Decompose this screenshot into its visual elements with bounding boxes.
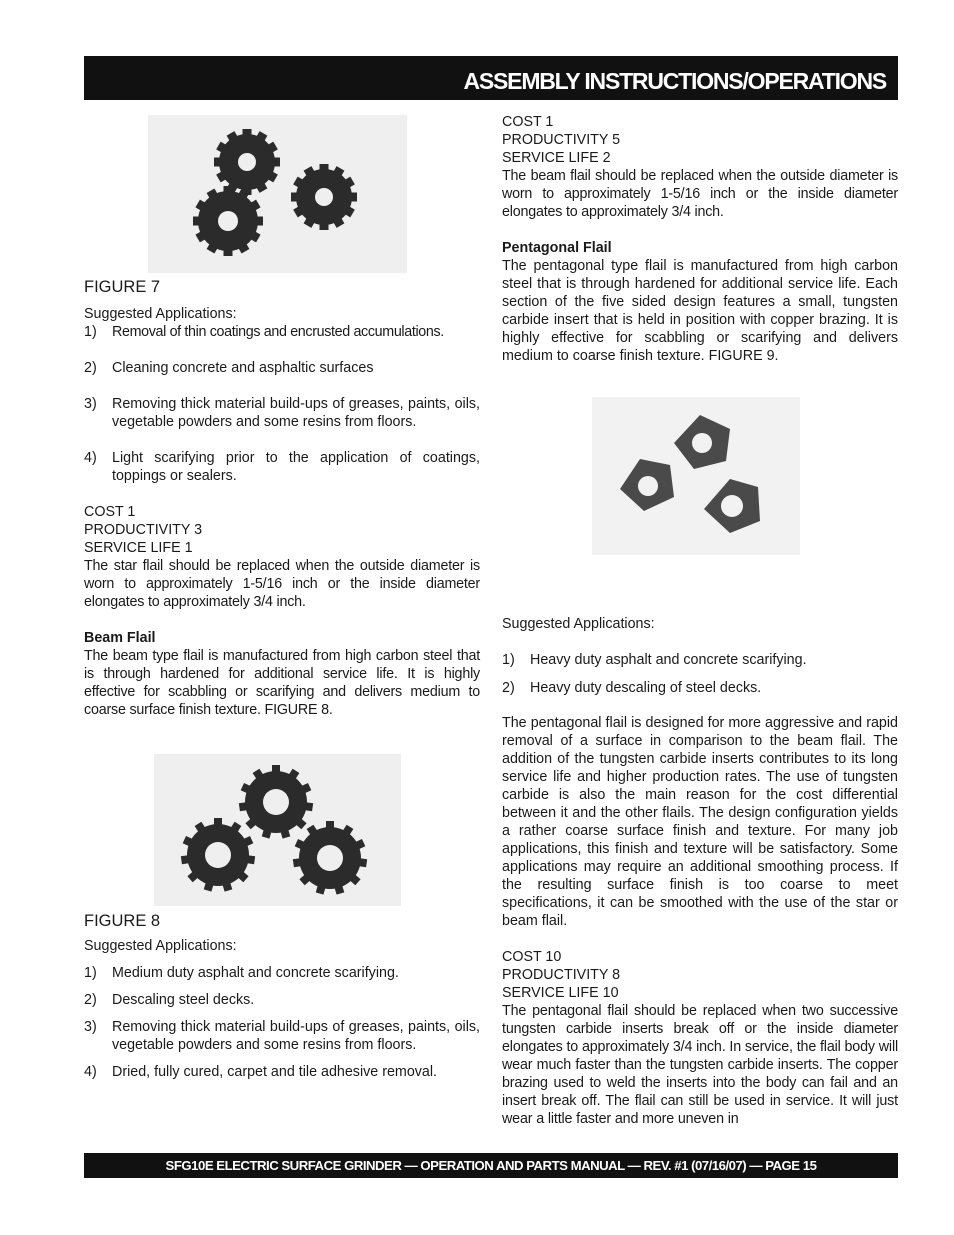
pentagonal-flail-ratings: COST 10 PRODUCTIVITY 8 SERVICE LIFE 10 (502, 949, 621, 1001)
list-item: 2) Heavy duty descaling of steel decks. (502, 680, 762, 696)
section-title: ASSEMBLY INSTRUCTIONS/OPERATIONS (463, 68, 886, 94)
list-item: 3) Removing thick material build-ups of greases, paints, oils, vegetable powders and some resins from floors. (84, 1019, 480, 1053)
beam-flail-replace-text: The beam flail should be replaced when the outside diameter is worn to approximately 1-5/16 inch or the inside diameter elongates to approximately 3/4 inch. (502, 168, 898, 220)
star-flail-ratings: COST 1 PRODUCTIVITY 3 SERVICE LIFE 1 (84, 504, 203, 556)
list-item: 4) Light scarifying prior to the application of coatings, toppings or sealers. (84, 450, 480, 484)
figure-8-applications-heading: Suggested Applications: (84, 938, 237, 954)
pentagonal-flail-heading: Pentagonal Flail (502, 240, 612, 256)
list-item: 4) Dried, fully cured, carpet and tile adhesive removal. (84, 1064, 438, 1080)
list-item: 2) Descaling steel decks. (84, 992, 255, 1008)
list-item: 1) Medium duty asphalt and concrete scarifying. (84, 965, 399, 981)
list-item: 1) Heavy duty asphalt and concrete scarifying. (502, 652, 807, 668)
list-item: 2) Cleaning concrete and asphaltic surfaces (84, 360, 374, 376)
star-flails-image (148, 115, 407, 273)
figure-7-applications-heading: Suggested Applications: (84, 306, 237, 322)
figure-8-label: FIGURE 8 (84, 912, 161, 930)
figure-8-photo (154, 754, 401, 906)
pentagonal-flails-image (592, 397, 800, 555)
figure-9-applications-heading: Suggested Applications: (502, 616, 655, 632)
star-flail-replace-text: The star flail should be replaced when the outside diameter is worn to approximately 1-5/16 inch or the inside diameter elongates to approximately 3/4 inch. (84, 558, 480, 610)
beam-flail-heading: Beam Flail (84, 630, 156, 646)
beam-flails-image (154, 754, 401, 906)
page-footer-text: SFG10E ELECTRIC SURFACE GRINDER — OPERATION AND PARTS MANUAL — REV. #1 (07/16/07) — PAGE 15 (165, 1158, 817, 1173)
figure-7-label: FIGURE 7 (84, 278, 161, 296)
pentagonal-comparison-text: The pentagonal flail is designed for more aggressive and rapid removal of a surface in comparison to the beam flail. The addition of the tungsten carbide inserts contributes to its long service life and higher production rates. The use of tungsten carbide is also the main reason for the cost differential between it and the other flails. The design configuration yields a rather coarse surface finish and texture. For many job applications, this finish and texture will be satisfactory. Some applications may require an additional smoothing process. If the resulting surface finish is too coarse to meet specifications, it can be smoothed with the use of the star or beam flail. (502, 715, 898, 929)
page-footer-bar (84, 1153, 898, 1178)
section-header-bar (84, 56, 898, 100)
figure-9-photo (592, 397, 800, 555)
beam-flail-text: The beam type flail is manufactured from high carbon steel that is through hardened for additional service life. It is highly effective for scabbling or scarifying and delivers medium to coarse surface finish texture. FIGURE 8. (84, 648, 480, 718)
beam-flail-ratings: COST 1 PRODUCTIVITY 5 SERVICE LIFE 2 (502, 114, 621, 166)
list-item: 1) Removal of thin coatings and encrusted accumulations. (84, 324, 444, 340)
pentagonal-flail-text: The pentagonal type flail is manufactured from high carbon steel that is through hardened for additional service life. Each section of the five sided design features a small, tungsten carbide insert that is held in position with copper brazing. It is highly effective for scabbling or scarifying and delivers medium to coarse finish texture. FIGURE 9. (502, 258, 898, 364)
list-item: 3) Removing thick material build-ups of greases, paints, oils, vegetable powders and some resins from floors. (84, 396, 480, 430)
figure-7-photo (148, 115, 407, 273)
pentagonal-flail-replace-text: The pentagonal flail should be replaced when two successive tungsten carbide inserts break off or the inside diameter elongates to approximately 3/4 inch. In service, the flail body will wear much faster than the tungsten carbide inserts. The copper brazing used to weld the inserts into the body can fail and an insert break off. The flail can still be used in service. It will just wear a little faster and more uneven in (502, 1003, 898, 1127)
